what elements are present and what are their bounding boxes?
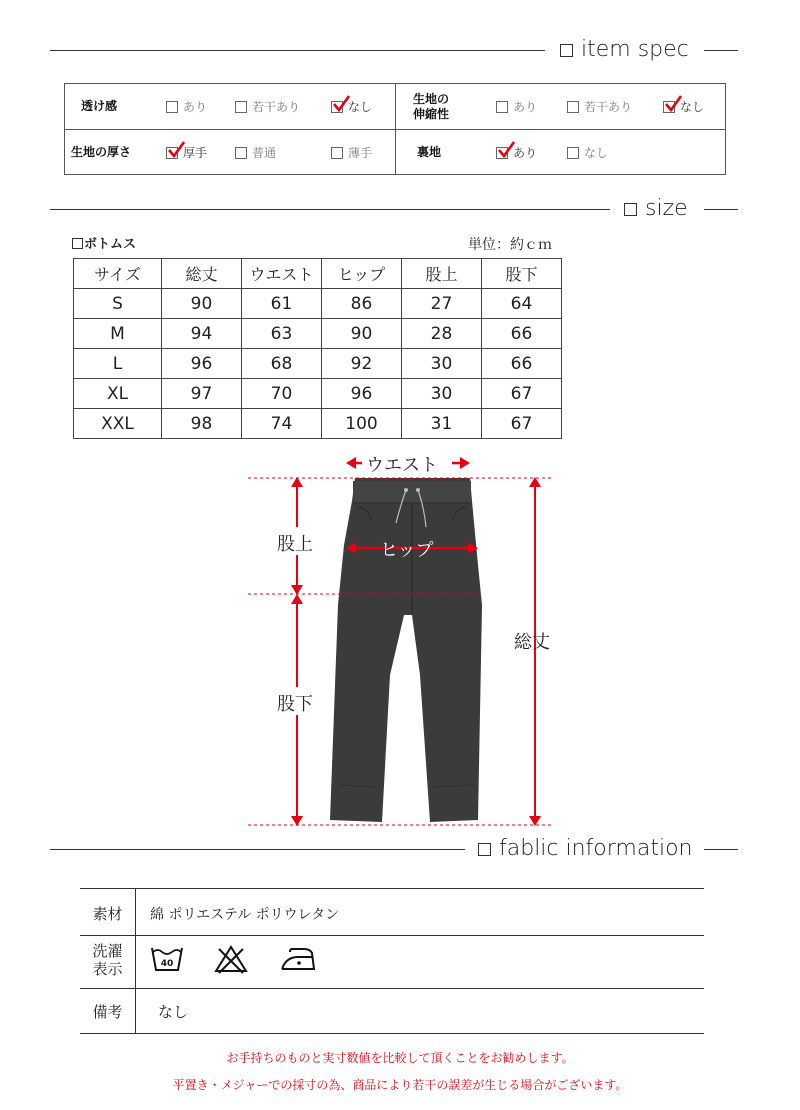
inseam-label: 股下 bbox=[277, 694, 313, 715]
section-title: fablic information bbox=[478, 829, 692, 869]
section-title: size bbox=[624, 189, 688, 229]
checkbox-icon bbox=[331, 147, 343, 159]
option-normal: 普通 bbox=[235, 144, 276, 161]
checkbox-icon bbox=[496, 101, 508, 113]
size-header bbox=[50, 189, 738, 229]
divider-line bbox=[704, 209, 738, 210]
hip-label: ヒップ bbox=[380, 540, 434, 561]
divider-line bbox=[50, 50, 545, 51]
divider-line bbox=[50, 209, 610, 210]
material-value: 綿 ポリエステル ポリウレタン bbox=[150, 907, 340, 923]
option-sheer-slight: 若干あり bbox=[235, 98, 300, 115]
note-line-2: 平置き・メジャーでの採寸の為、商品により若干の誤差が生じる場合がございます。 bbox=[172, 1078, 628, 1092]
table-row: M 94 63 90 28 66 bbox=[74, 319, 562, 349]
option-stretch-slight: 若干あり bbox=[567, 98, 632, 115]
unit-label: 単位：約ｃｍ bbox=[468, 237, 552, 253]
divider-line bbox=[704, 849, 738, 850]
option-thin: 薄手 bbox=[331, 144, 372, 161]
checkbox-icon bbox=[567, 147, 579, 159]
checkbox-icon bbox=[235, 101, 247, 113]
square-icon bbox=[72, 238, 83, 249]
fabric-header bbox=[50, 829, 738, 869]
spec-label-lining: 裏地 bbox=[417, 145, 442, 159]
table-row: XL 97 70 96 30 67 bbox=[74, 379, 562, 409]
option-sheer-yes: あり bbox=[166, 98, 207, 115]
divider-line bbox=[50, 849, 465, 850]
no-bleach-icon bbox=[214, 944, 248, 974]
remarks-row: 備考 なし bbox=[80, 989, 704, 1034]
square-icon bbox=[560, 44, 573, 57]
option-stretch-none: なし bbox=[663, 98, 704, 115]
remarks-value: なし bbox=[158, 1003, 189, 1021]
note-line-1: お手持ちのものと実寸数値を比較して頂くことをお勧めします。 bbox=[226, 1051, 574, 1065]
square-icon bbox=[624, 203, 637, 216]
fabric-info-table bbox=[80, 888, 704, 1034]
svg-text:40: 40 bbox=[160, 959, 174, 969]
iron-low-icon bbox=[278, 944, 318, 974]
checkbox-checked-icon bbox=[331, 101, 343, 113]
checkbox-checked-icon bbox=[663, 101, 675, 113]
option-lining-no: なし bbox=[567, 144, 608, 161]
checkbox-checked-icon bbox=[166, 147, 178, 159]
rise-label: 股上 bbox=[277, 534, 313, 555]
size-table bbox=[73, 258, 562, 439]
pants-measurement-diagram bbox=[0, 445, 800, 840]
checkbox-icon bbox=[567, 101, 579, 113]
total-length-label: 総丈 bbox=[514, 632, 550, 653]
pants-image bbox=[330, 478, 482, 822]
item-spec-header bbox=[50, 30, 738, 70]
table-row: S 90 61 86 27 64 bbox=[74, 289, 562, 319]
checkbox-checked-icon bbox=[496, 147, 508, 159]
table-row: XXL 98 74 100 31 67 bbox=[74, 409, 562, 439]
material-row: 素材 綿 ポリエステル ポリウレタン bbox=[80, 889, 704, 936]
checkbox-icon bbox=[235, 147, 247, 159]
care-row: 洗濯 表示 40 bbox=[80, 936, 704, 989]
wash-40-icon bbox=[150, 944, 184, 974]
option-stretch-yes: あり bbox=[496, 98, 537, 115]
item-spec-table bbox=[64, 83, 726, 175]
square-icon bbox=[478, 843, 491, 856]
table-header-row: サイズ 総丈 ウエスト ヒップ 股上 股下 bbox=[74, 259, 562, 289]
option-thick: 厚手 bbox=[166, 144, 207, 161]
spec-label-thickness: 生地の厚さ bbox=[71, 145, 132, 159]
spec-label-stretch: 生地の 伸縮性 bbox=[413, 92, 450, 121]
divider-line bbox=[704, 50, 738, 51]
option-lining-yes: あり bbox=[496, 144, 537, 161]
size-table-title: ボトムス bbox=[72, 233, 136, 252]
option-sheer-none: なし bbox=[331, 98, 372, 115]
table-row: L 96 68 92 30 66 bbox=[74, 349, 562, 379]
checkbox-icon bbox=[166, 101, 178, 113]
spec-label-sheerness: 透け感 bbox=[81, 99, 118, 113]
section-title: item spec bbox=[560, 30, 689, 70]
waist-label: ウエスト bbox=[366, 455, 438, 476]
